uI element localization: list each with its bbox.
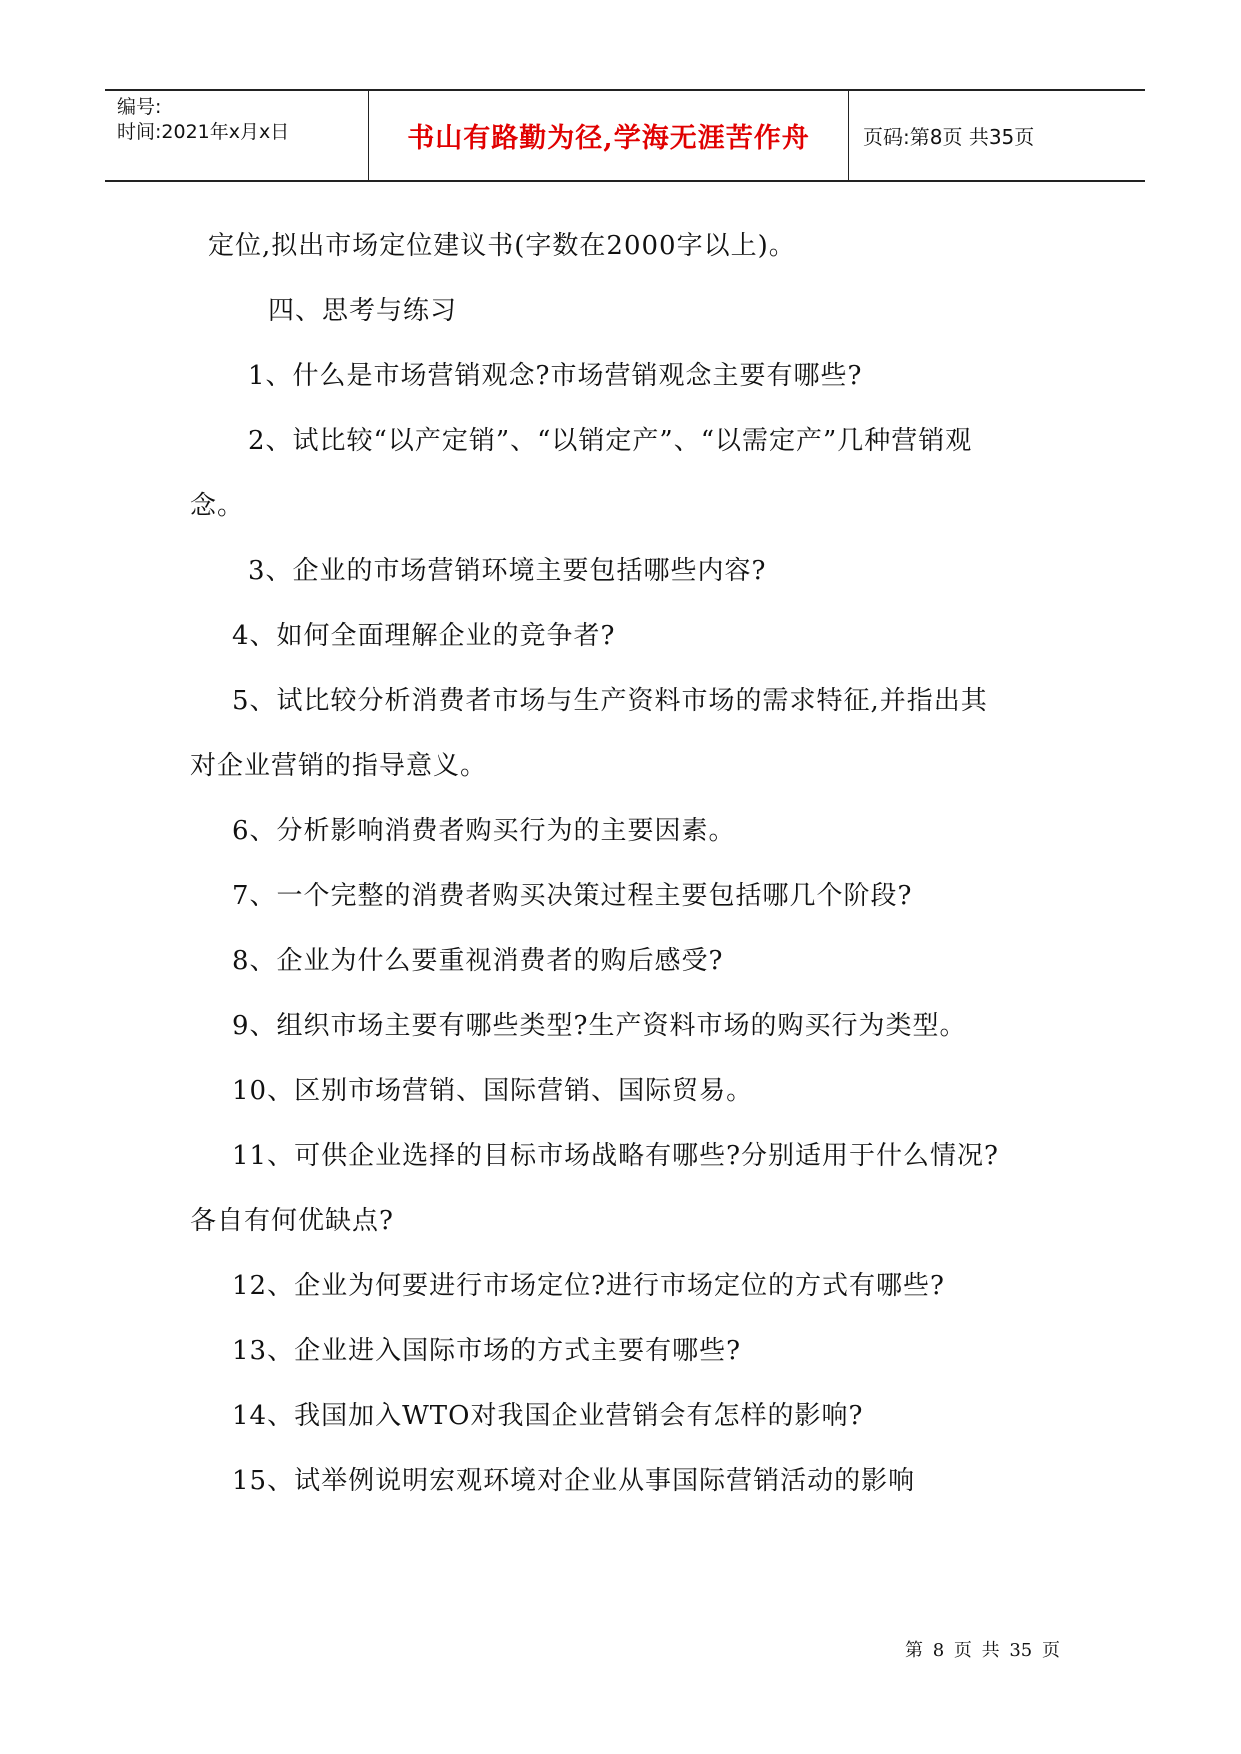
question-continuation: 念。: [190, 491, 245, 521]
page-header: [105, 89, 1145, 182]
time-label: 时间:2021年x月x日: [117, 121, 290, 143]
question-item: 3、企业的市场营销环境主要包括哪些内容?: [248, 556, 767, 586]
question-continuation: 各自有何优缺点?: [190, 1206, 394, 1236]
question-item: 15、试举例说明宏观环境对企业从事国际营销活动的影响: [232, 1466, 916, 1496]
header-page-label: 页码:第8页 共35页: [863, 125, 1035, 149]
question-item: 14、我国加入WTO对我国企业营销会有怎样的影响?: [232, 1401, 864, 1431]
question-item: 7、一个完整的消费者购买决策过程主要包括哪几个阶段?: [232, 881, 913, 911]
doc-number-label: 编号:: [117, 96, 162, 118]
section-heading: 四、思考与练习: [268, 296, 458, 326]
header-meta: [105, 91, 369, 180]
question-item: 4、如何全面理解企业的竞争者?: [232, 621, 616, 651]
question-item: 11、可供企业选择的目标市场战略有哪些?分别适用于什么情况?: [232, 1141, 999, 1171]
document-body: [190, 214, 1070, 1514]
question-item: 5、试比较分析消费者市场与生产资料市场的需求特征,并指出其: [232, 686, 988, 716]
question-item: 2、试比较“以产定销”、“以销定产”、“以需定产”几种营销观: [248, 426, 973, 456]
question-item: 1、什么是市场营销观念?市场营销观念主要有哪些?: [248, 361, 863, 391]
question-item: 9、组织市场主要有哪些类型?生产资料市场的购买行为类型。: [232, 1011, 967, 1041]
question-item: 8、企业为什么要重视消费者的购后感受?: [232, 946, 724, 976]
question-item: 6、分析影响消费者购买行为的主要因素。: [232, 816, 736, 846]
question-item: 10、区别市场营销、国际营销、国际贸易。: [232, 1076, 754, 1106]
page-footer: 第 8 页 共 35 页: [905, 1640, 1060, 1661]
question-item: 12、企业为何要进行市场定位?进行市场定位的方式有哪些?: [232, 1271, 945, 1301]
paragraph-line: 定位,拟出市场定位建议书(字数在2000字以上)。: [208, 231, 796, 261]
question-item: 13、企业进入国际市场的方式主要有哪些?: [232, 1336, 742, 1366]
header-motto: 书山有路勤为径,学海无涯苦作舟: [369, 91, 849, 180]
question-continuation: 对企业营销的指导意义。: [190, 751, 488, 781]
